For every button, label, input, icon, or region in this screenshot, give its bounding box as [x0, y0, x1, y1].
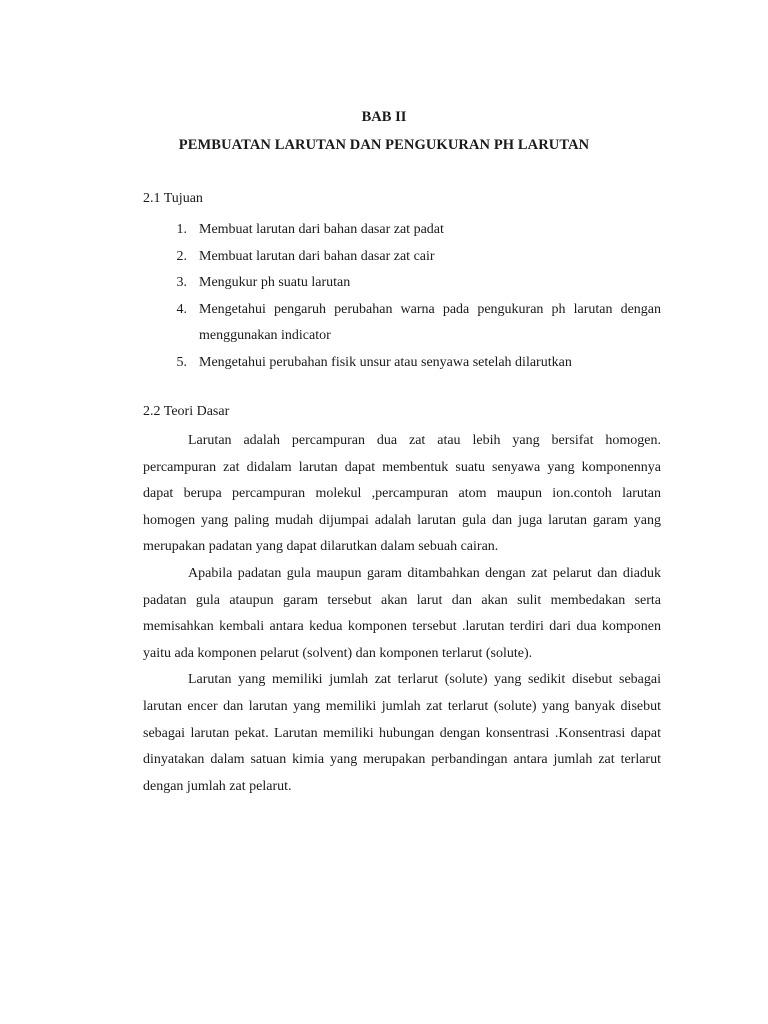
list-item-number: 1.: [176, 222, 187, 237]
list-item: [143, 217, 661, 244]
paragraph: Apabila padatan gula maupun garam ditambahkan dengan zat pelarut dan diaduk padatan gula ataupun garam tersebut akan larut dan akan sulit membedakan serta memisahkan kembali antara kedua komponen tersebut .larutan terdiri dari dua komponen yaitu ada komponen pelarut (solvent) dan komponen terlarut (solute).: [143, 565, 661, 661]
list-item-number: 4.: [176, 301, 187, 317]
paragraph: Larutan yang memiliki jumlah zat terlarut (solute) yang sedikit disebut sebagai larutan encer dan larutan yang memiliki jumlah zat terlarut (solute) yang banyak disebut sebagai larutan pekat. Larutan memiliki hubungan dengan konsentrasi .Konsentrasi dapat dinyatakan dalam satuan kimia yang merupakan perbandingan antara jumlah zat terlarut dengan jumlah zat pelarut.: [143, 672, 661, 794]
list-item: [143, 297, 661, 350]
list-item-text: Mengukur ph suatu larutan: [199, 275, 351, 290]
list-item: [143, 270, 661, 297]
list-item-number: 2.: [176, 248, 187, 264]
list-item-text: Membuat larutan dari bahan dasar zat cair: [199, 248, 435, 264]
list-item-text: Membuat larutan dari bahan dasar zat padat: [199, 222, 444, 237]
list-item-text: Mengetahui perubahan fisik unsur atau senyawa setelah dilarutkan: [199, 354, 572, 370]
section-heading-tujuan: 2.1 Tujuan: [143, 191, 203, 206]
paragraph: Larutan adalah percampuran dua zat atau lebih yang bersifat homogen. percampuran zat didalam larutan dapat membentuk suatu senyawa yang komponennya dapat berupa percampuran molekul ,percampuran atom maupun ion.contoh larutan homogen yang paling mudah dijumpai adalah larutan gula dan juga larutan garam yang merupakan padatan yang dapat dilarutkan dalam sebuah cairan.: [143, 433, 661, 555]
chapter-number: BAB II: [361, 109, 407, 125]
list-item: [143, 350, 661, 377]
section-heading-teori-dasar: 2.2 Teori Dasar: [143, 404, 230, 419]
list-item-number: 5.: [176, 354, 187, 370]
chapter-title: PEMBUATAN LARUTAN DAN PENGUKURAN PH LARUTAN: [178, 137, 590, 153]
list-item: [143, 244, 661, 271]
theory-body: [143, 428, 661, 800]
list-item-number: 3.: [176, 275, 187, 290]
list-item-text: Mengetahui pengaruh perubahan warna pada pengukuran ph larutan dengan menggunakan indicator: [199, 301, 661, 343]
goals-list: [143, 217, 661, 376]
